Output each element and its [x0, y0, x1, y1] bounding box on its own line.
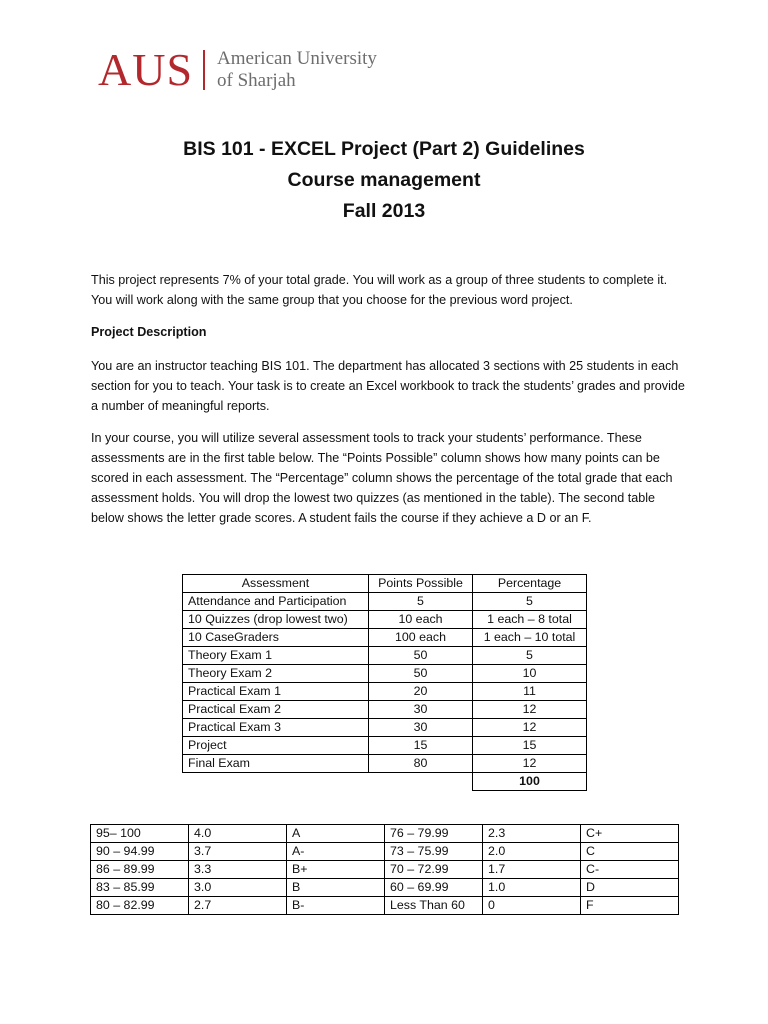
letter-cell: B- [287, 897, 385, 915]
percentage-cell: 15 [473, 737, 587, 755]
points-cell: 100 each [369, 629, 473, 647]
gpa-cell: 0 [483, 897, 581, 915]
table-row [183, 755, 587, 773]
score-range-cell: 73 – 75.99 [385, 843, 483, 861]
table-row [183, 647, 587, 665]
gpa-cell: 4.0 [189, 825, 287, 843]
table-row [91, 861, 679, 879]
assessment-cell: Practical Exam 3 [183, 719, 369, 737]
letter-cell: B [287, 879, 385, 897]
points-cell: 5 [369, 593, 473, 611]
empty-cell [183, 773, 369, 791]
score-range-cell: 60 – 69.99 [385, 879, 483, 897]
assessment-cell: Practical Exam 1 [183, 683, 369, 701]
score-range-cell: 90 – 94.99 [91, 843, 189, 861]
score-range-cell: 86 – 89.99 [91, 861, 189, 879]
gpa-cell: 3.7 [189, 843, 287, 861]
letter-cell: B+ [287, 861, 385, 879]
percentage-cell: 1 each – 8 total [473, 611, 587, 629]
score-range-cell: 76 – 79.99 [385, 825, 483, 843]
score-range-cell: 80 – 82.99 [91, 897, 189, 915]
table-row [91, 897, 679, 915]
score-range-cell: 70 – 72.99 [385, 861, 483, 879]
points-cell: 20 [369, 683, 473, 701]
header-points-possible: Points Possible [369, 575, 473, 593]
letter-cell: A- [287, 843, 385, 861]
logo-name-line1: American University [217, 48, 377, 69]
table-row [183, 611, 587, 629]
gpa-cell: 1.7 [483, 861, 581, 879]
letter-cell: D [581, 879, 679, 897]
total-row [183, 773, 587, 791]
points-cell: 10 each [369, 611, 473, 629]
logo-divider [203, 50, 205, 90]
percentage-cell: 12 [473, 701, 587, 719]
letter-cell: C- [581, 861, 679, 879]
document-subtitle: Course management [287, 169, 481, 191]
letter-cell: C+ [581, 825, 679, 843]
percentage-cell: 10 [473, 665, 587, 683]
table-row [183, 593, 587, 611]
percentage-cell: 5 [473, 593, 587, 611]
table-row [183, 683, 587, 701]
assessment-cell: 10 CaseGraders [183, 629, 369, 647]
assessment-table-body [183, 593, 587, 791]
logo-mark: AUS [98, 44, 194, 95]
percentage-cell: 11 [473, 683, 587, 701]
points-cell: 50 [369, 665, 473, 683]
table-header-row [183, 575, 587, 593]
university-logo [98, 44, 377, 96]
assessment-cell: Final Exam [183, 755, 369, 773]
percentage-cell: 12 [473, 755, 587, 773]
table-row [91, 879, 679, 897]
description-paragraph: You are an instructor teaching BIS 101. The department has allocated 3 sections with 25 students in each section for you to teach. Your task is to create an Excel workbook to track the students’ grades and provide a number of meaningful reports. [91, 359, 685, 413]
points-cell: 30 [369, 701, 473, 719]
header-assessment: Assessment [183, 575, 369, 593]
assessment-cell: Theory Exam 1 [183, 647, 369, 665]
table-row [183, 629, 587, 647]
logo-name [217, 48, 377, 92]
assessment-cell: 10 Quizzes (drop lowest two) [183, 611, 369, 629]
grade-scale-body [91, 825, 679, 915]
points-cell: 15 [369, 737, 473, 755]
table-row [183, 665, 587, 683]
table-row [183, 737, 587, 755]
percentage-total: 100 [473, 773, 587, 791]
table-row [183, 701, 587, 719]
letter-cell: C [581, 843, 679, 861]
assessment-cell: Theory Exam 2 [183, 665, 369, 683]
percentage-cell: 1 each – 10 total [473, 629, 587, 647]
gpa-cell: 2.3 [483, 825, 581, 843]
assessment-table [182, 574, 587, 791]
score-range-cell: Less Than 60 [385, 897, 483, 915]
gpa-cell: 3.3 [189, 861, 287, 879]
assessment-cell: Attendance and Participation [183, 593, 369, 611]
points-cell: 50 [369, 647, 473, 665]
grade-scale-table [90, 824, 679, 915]
header-percentage: Percentage [473, 575, 587, 593]
document-title: BIS 101 - EXCEL Project (Part 2) Guidelines [183, 138, 585, 160]
assessment-cell: Project [183, 737, 369, 755]
gpa-cell: 3.0 [189, 879, 287, 897]
letter-cell: F [581, 897, 679, 915]
letter-cell: A [287, 825, 385, 843]
description-heading: Project Description [91, 325, 207, 339]
logo-name-line2: of Sharjah [217, 70, 296, 91]
gpa-cell: 2.0 [483, 843, 581, 861]
table-row [91, 825, 679, 843]
score-range-cell: 83 – 85.99 [91, 879, 189, 897]
table-row [183, 719, 587, 737]
score-range-cell: 95– 100 [91, 825, 189, 843]
intro-paragraph: This project represents 7% of your total grade. You will work as a group of three students to complete it. You will work along with the same group that you choose for the previous word project. [91, 273, 668, 307]
table-row [91, 843, 679, 861]
assessment-cell: Practical Exam 2 [183, 701, 369, 719]
assessment-paragraph: In your course, you will utilize several assessment tools to track your students’ performance. These assessments are in the first table below. The “Points Possible” column shows how many points can be scored in each assessment. The “Percentage” column shows the percentage of the total grade that each assessment holds. You will drop the lowest two quizzes (as mentioned in the table). The second table below shows the letter grade scores. A student fails the course if they achieve a D or an F. [91, 431, 673, 525]
empty-cell [369, 773, 473, 791]
points-cell: 30 [369, 719, 473, 737]
percentage-cell: 5 [473, 647, 587, 665]
gpa-cell: 2.7 [189, 897, 287, 915]
gpa-cell: 1.0 [483, 879, 581, 897]
document-titles [0, 134, 768, 227]
percentage-cell: 12 [473, 719, 587, 737]
points-cell: 80 [369, 755, 473, 773]
document-term: Fall 2013 [342, 200, 426, 222]
